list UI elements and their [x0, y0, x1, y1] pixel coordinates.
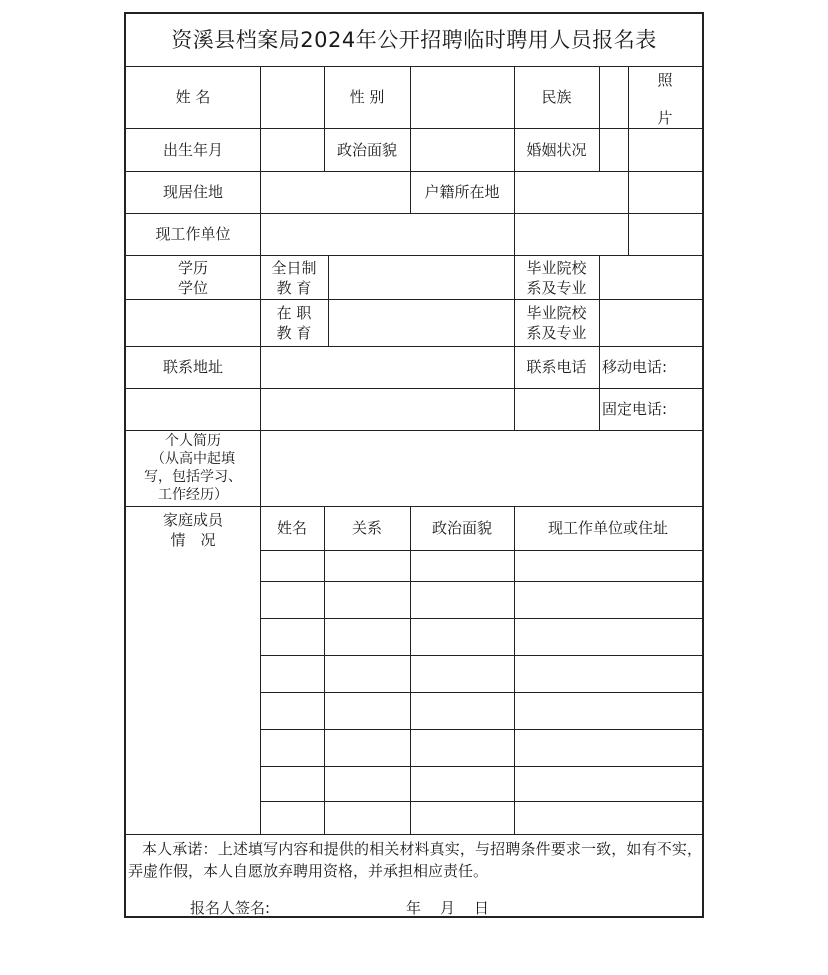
marital-status-field[interactable]	[600, 129, 628, 171]
family-cell[interactable]	[515, 693, 702, 729]
family-cell[interactable]	[411, 693, 514, 729]
family-cell[interactable]	[515, 730, 702, 766]
registration-form	[124, 12, 704, 918]
family-cell[interactable]	[515, 656, 702, 692]
family-cell[interactable]	[261, 551, 324, 581]
label-resume: 个人简历	[165, 433, 221, 449]
family-cell[interactable]	[515, 767, 702, 801]
family-cell[interactable]	[325, 551, 410, 581]
label-resume-note-1: （从高中起填	[151, 451, 235, 467]
family-cell[interactable]	[261, 802, 324, 834]
family-cell[interactable]	[411, 656, 514, 692]
family-cell[interactable]	[325, 693, 410, 729]
label-parttime: 在 职	[276, 304, 312, 322]
pledge-text: 本人承诺：上述填写内容和提供的相关材料真实，与招聘条件要求一致，如有不实，弄虚作假，本人自愿放弃聘用资格，并承担相应责任。	[128, 840, 702, 880]
family-header-relation: 关系	[351, 519, 382, 537]
label-gender: 性 别	[349, 88, 385, 106]
label-phone: 联系电话	[526, 358, 587, 376]
family-cell[interactable]	[411, 730, 514, 766]
fulltime-school-field[interactable]	[600, 256, 702, 299]
family-cell[interactable]	[325, 619, 410, 655]
residence-field[interactable]	[261, 172, 410, 213]
parttime-education-field[interactable]	[329, 300, 514, 346]
label-degree: 学位	[177, 279, 208, 297]
political-status-field[interactable]	[411, 129, 514, 171]
family-cell[interactable]	[261, 582, 324, 618]
family-cell[interactable]	[325, 802, 410, 834]
label-major: 系及专业	[526, 279, 587, 297]
row-line	[126, 506, 702, 507]
row-line	[126, 834, 702, 835]
family-cell[interactable]	[515, 619, 702, 655]
address-field[interactable]	[261, 347, 514, 430]
signature-day: 日	[474, 899, 490, 917]
label-major-2: 系及专业	[526, 324, 587, 342]
label-education: 学历	[177, 259, 208, 277]
family-cell[interactable]	[411, 582, 514, 618]
label-mobile: 移动电话:	[602, 358, 668, 376]
family-cell[interactable]	[411, 551, 514, 581]
label-birth: 出生年月	[162, 141, 223, 159]
family-cell[interactable]	[325, 582, 410, 618]
label-family-situation: 情 况	[170, 531, 216, 549]
label-resume-note-2: 写，包括学习、	[144, 469, 242, 485]
label-household-registration: 户籍所在地	[424, 183, 500, 201]
current-employer-field[interactable]	[261, 214, 628, 255]
ethnicity-field[interactable]	[600, 67, 628, 128]
family-header-political: 政治面貌	[431, 519, 492, 537]
label-political-status: 政治面貌	[336, 141, 397, 159]
gender-field[interactable]	[411, 67, 514, 128]
family-cell[interactable]	[411, 619, 514, 655]
household-registration-field[interactable]	[515, 172, 628, 213]
family-cell[interactable]	[515, 802, 702, 834]
label-resume-note-3: 工作经历）	[158, 487, 228, 503]
parttime-school-field[interactable]	[600, 300, 702, 346]
signature-year: 年	[406, 899, 422, 917]
family-cell[interactable]	[261, 767, 324, 801]
label-family: 家庭成员	[162, 511, 223, 529]
family-cell[interactable]	[325, 767, 410, 801]
fulltime-education-field[interactable]	[329, 256, 514, 299]
label-fulltime: 全日制	[271, 259, 317, 277]
family-cell[interactable]	[411, 767, 514, 801]
label-residence: 现居住地	[162, 183, 223, 201]
label-address: 联系地址	[162, 358, 223, 376]
label-name: 姓 名	[175, 88, 211, 106]
signature-field[interactable]	[276, 898, 396, 918]
family-cell[interactable]	[261, 619, 324, 655]
family-cell[interactable]	[411, 802, 514, 834]
signature-month: 月	[440, 899, 456, 917]
family-cell[interactable]	[261, 730, 324, 766]
label-landline: 固定电话:	[602, 400, 668, 418]
family-cell[interactable]	[325, 656, 410, 692]
label-school: 毕业院校	[526, 259, 587, 277]
photo-label-top: 照	[657, 71, 673, 89]
label-current-employer: 现工作单位	[155, 225, 231, 243]
label-parttime-edu: 教 育	[276, 324, 312, 342]
family-header-name: 姓名	[276, 519, 307, 537]
label-fulltime-edu: 教 育	[276, 279, 312, 297]
signature-label: 报名人签名:	[190, 899, 271, 917]
birth-field[interactable]	[261, 129, 324, 171]
photo-label-bottom: 片	[657, 109, 673, 127]
family-cell[interactable]	[325, 730, 410, 766]
form-title: 资溪县档案局2024年公开招聘临时聘用人员报名表	[171, 28, 657, 52]
label-marital-status: 婚姻状况	[526, 141, 587, 159]
col-line	[628, 66, 629, 255]
family-cell[interactable]	[515, 551, 702, 581]
family-cell[interactable]	[515, 582, 702, 618]
family-cell[interactable]	[261, 656, 324, 692]
label-school-2: 毕业院校	[526, 304, 587, 322]
family-cell[interactable]	[261, 693, 324, 729]
name-field[interactable]	[261, 67, 324, 128]
resume-field[interactable]	[261, 431, 702, 506]
label-ethnicity: 民族	[541, 88, 572, 106]
family-header-employer: 现工作单位或住址	[547, 519, 668, 537]
